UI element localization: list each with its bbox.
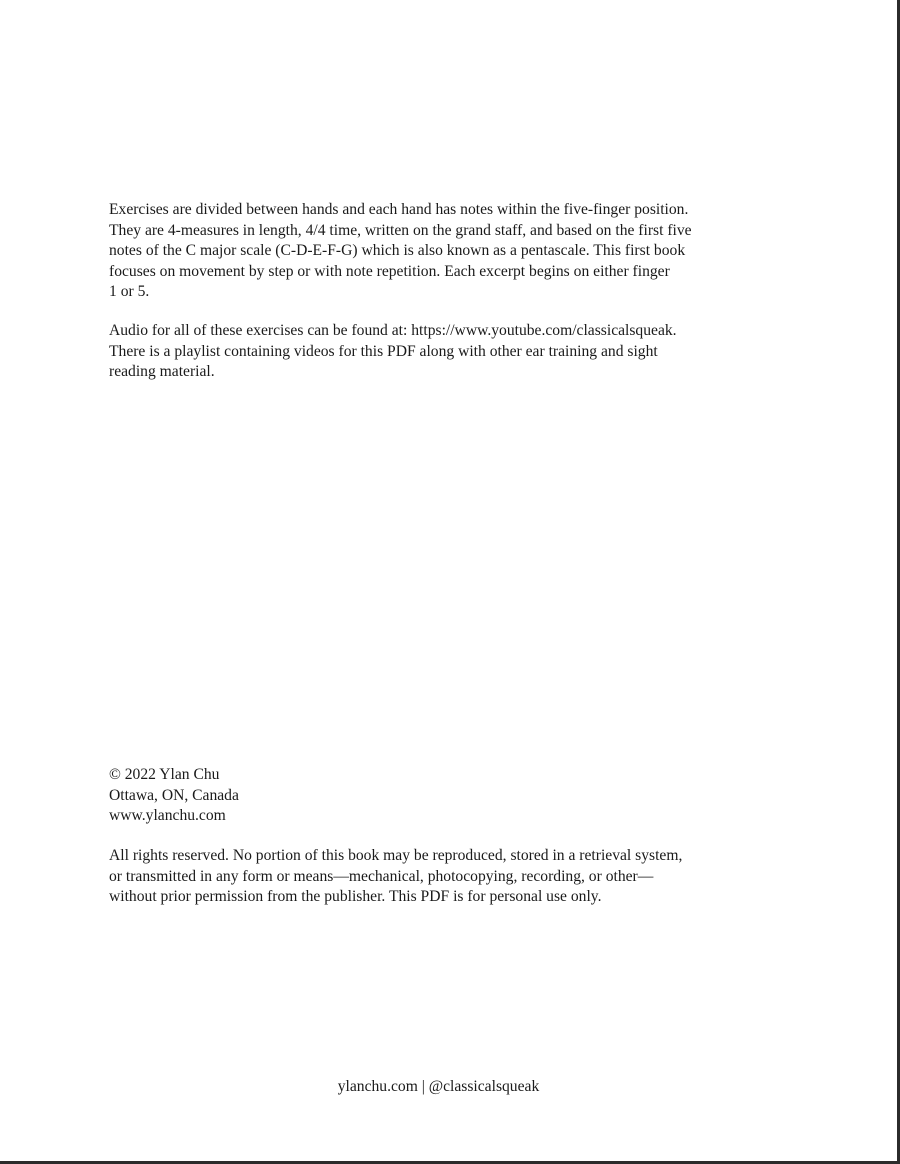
rights-line: All rights reserved. No portion of this book may be reproduced, stored in a retrieval system, (109, 847, 683, 864)
intro-paragraph (109, 200, 789, 303)
intro-line: Exercises are divided between hands and each hand has notes within the five-finger position. (109, 201, 689, 218)
intro-line: notes of the C major scale (C-D-E-F-G) which is also known as a pentascale. This first book (109, 242, 686, 259)
copyright-notice: © 2022 Ylan Chu (109, 766, 220, 783)
rights-line: without prior permission from the publisher. This PDF is for personal use only. (109, 888, 602, 905)
copyright-website: www.ylanchu.com (109, 807, 226, 824)
rights-paragraph (109, 846, 789, 908)
audio-line: There is a playlist containing videos for this PDF along with other ear training and sight (109, 342, 658, 360)
page-footer: ylanchu.com | @classicalsqueak (337, 1078, 540, 1095)
intro-line: 1 or 5. (109, 283, 150, 300)
audio-line: reading material. (109, 363, 215, 380)
rights-line: or transmitted in any form or means—mechanical, photocopying, recording, or other— (109, 867, 654, 885)
copyright-location: Ottawa, ON, Canada (109, 786, 239, 804)
intro-line: They are 4-measures in length, 4/4 time, written on the grand staff, and based on the first five (109, 221, 692, 239)
copyright-block (109, 765, 789, 827)
audio-paragraph (109, 321, 789, 383)
audio-line: Audio for all of these exercises can be found at: https://www.youtube.com/classicalsqueak. (109, 322, 677, 339)
intro-line: focuses on movement by step or with note repetition. Each excerpt begins on either finger (109, 262, 670, 280)
